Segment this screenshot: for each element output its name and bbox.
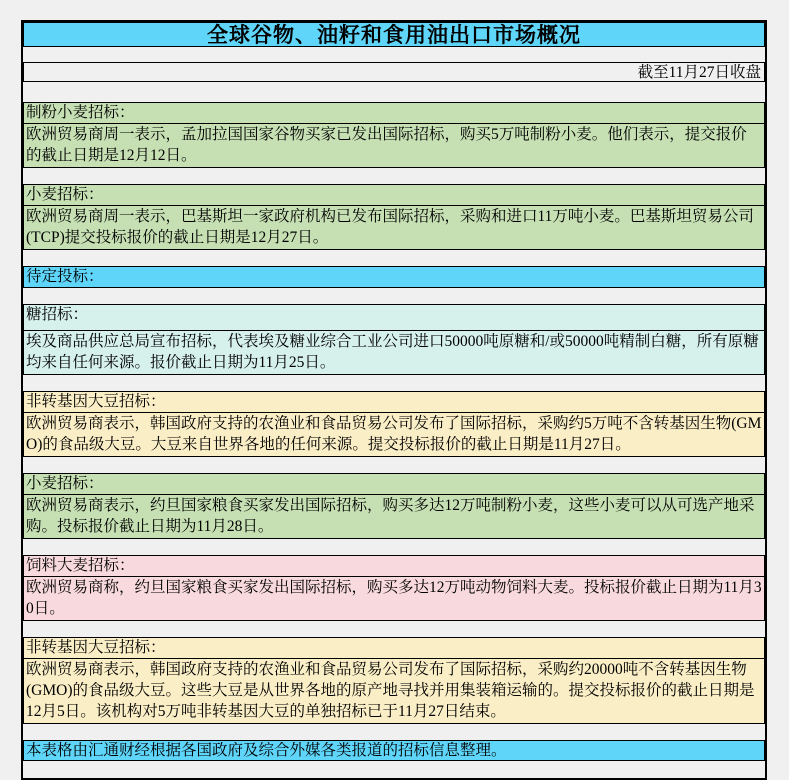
spacer-row — [23, 375, 765, 391]
spacer-row — [23, 47, 765, 62]
tender-section — [23, 555, 765, 637]
spacer-row — [23, 168, 765, 184]
tender-section — [23, 391, 765, 473]
section-header: 小麦招标： — [23, 473, 765, 495]
section-body: 欧洲贸易商称，约旦国家粮食买家发出国际招标，购买多达12万吨动物饲料大麦。投标报价截止日期为11月30日。 — [23, 576, 765, 621]
section-body: 欧洲贸易商周一表示，孟加拉国国家谷物买家已发出国际招标，购买5万吨制粉小麦。他们表示，提交报价的截止日期是12月12日。 — [23, 123, 765, 168]
tender-section — [23, 266, 765, 304]
tender-section — [23, 184, 765, 266]
tender-section — [23, 637, 765, 740]
spacer-row — [23, 761, 765, 778]
section-body: 欧洲贸易商表示，韩国政府支持的农渔业和食品贸易公司发布了国际招标，采购约20000吨不含转基因生物(GMO)的食品级大豆。这些大豆是从世界各地的原产地寻找并用集装箱运输的。提交投标报价的截止日期是12月5日。该机构对5万吨非转基因大豆的单独招标已于11月27日结束。 — [23, 658, 765, 724]
spacer-row — [23, 457, 765, 473]
spacer-row — [23, 539, 765, 555]
section-body: 欧洲贸易商表示，韩国政府支持的农渔业和食品贸易公司发布了国际招标，采购约5万吨不含转基因生物(GMO)的食品级大豆。大豆来自世界各地的任何来源。提交投标报价的截止日期是11月27日。 — [23, 412, 765, 457]
source-note: 本表格由汇通财经根据各国政府及综合外媒各类报道的招标信息整理。 — [23, 740, 765, 761]
spacer-row — [23, 724, 765, 740]
page-title: 全球谷物、油籽和食用油出口市场概况 — [23, 22, 765, 47]
section-body: 欧洲贸易商周一表示，巴基斯坦一家政府机构已发布国际招标，采购和进口11万吨小麦。巴基斯坦贸易公司(TCP)提交投标报价的截止日期是12月27日。 — [23, 205, 765, 250]
section-header: 制粉小麦招标： — [23, 102, 765, 124]
section-header: 待定投标： — [23, 266, 765, 288]
section-body: 欧洲贸易商表示，约旦国家粮食买家发出国际招标，购买多达12万吨制粉小麦，这些小麦可以从可选产地采购。投标报价截止日期为11月28日。 — [23, 494, 765, 539]
spacer-row — [23, 621, 765, 637]
section-header: 小麦招标： — [23, 184, 765, 206]
section-header: 饲料大麦招标： — [23, 555, 765, 577]
tender-section — [23, 102, 765, 184]
section-header: 糖招标： — [23, 304, 765, 331]
tender-section — [23, 473, 765, 555]
spacer-row — [23, 288, 765, 304]
report-table — [21, 20, 767, 780]
section-body: 埃及商品供应总局宣布招标，代表埃及糖业综合工业公司进口50000吨原糖和/或50000吨精制白糖，所有原糖均来自任何来源。报价截止日期为11月25日。 — [23, 330, 765, 375]
section-header: 非转基因大豆招标： — [23, 637, 765, 659]
as-of-date: 截至11月27日收盘 — [23, 62, 765, 82]
spacer-row — [23, 82, 765, 102]
spacer-row — [23, 250, 765, 266]
section-header: 非转基因大豆招标： — [23, 391, 765, 413]
tender-section — [23, 304, 765, 391]
sections-container — [23, 102, 765, 740]
